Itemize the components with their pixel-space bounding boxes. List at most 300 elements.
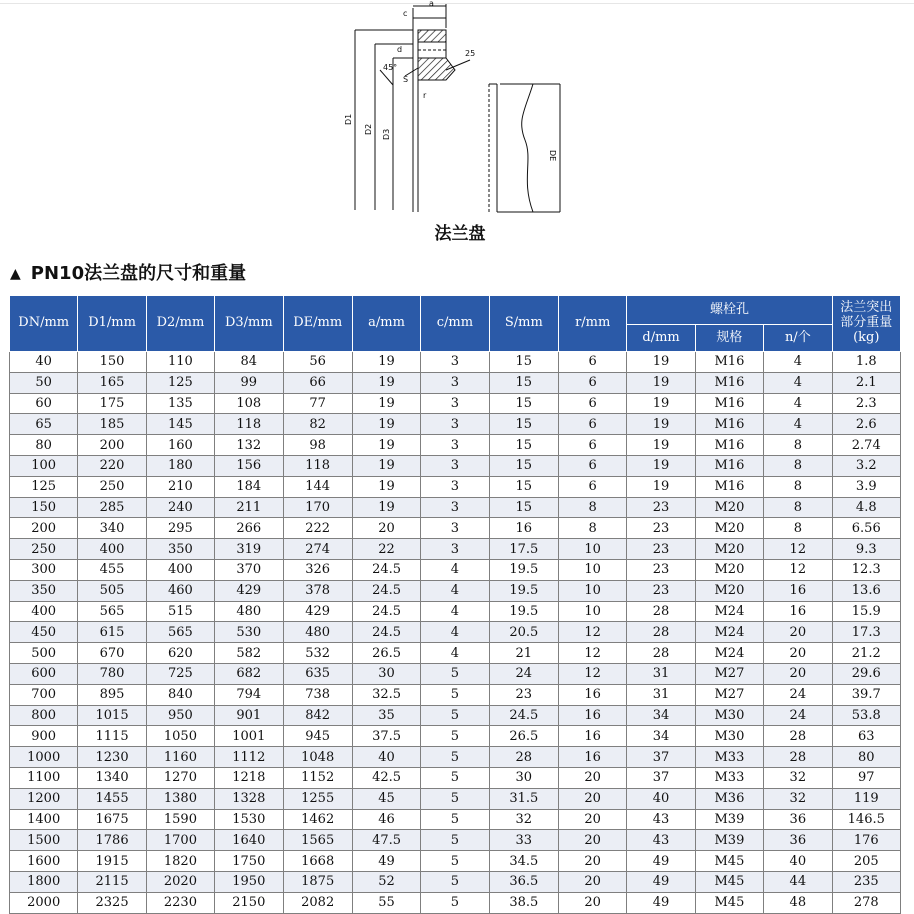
cell-a: 24.5 [352,580,420,601]
cell-weight: 17.3 [832,622,900,643]
cell-s: 20.5 [489,622,558,643]
cell-d3: 1750 [215,851,283,872]
cell-d1: 200 [78,435,146,456]
cell-d3: 1640 [215,830,283,851]
cell-d1: 455 [78,559,146,580]
cell-s: 34.5 [489,851,558,872]
cell-dn: 125 [10,476,78,497]
cell-bolt-d: 28 [627,601,695,622]
cell-a: 49 [352,851,420,872]
weight-header-line2: 部分重量 [840,315,893,331]
cell-c: 4 [421,643,489,664]
cell-bolt-spec: M16 [695,455,763,476]
cell-de: 118 [283,455,352,476]
cell-bolt-spec: M30 [695,705,763,726]
cell-a: 19 [352,393,420,414]
cell-d1: 1115 [78,726,146,747]
section-title: PN10法兰盘的尺寸和重量 [30,263,247,284]
cell-weight: 2.1 [832,372,900,393]
cell-d1: 165 [78,372,146,393]
cell-a: 47.5 [352,830,420,851]
cell-weight: 15.9 [832,601,900,622]
cell-r: 16 [559,726,627,747]
cell-dn: 1000 [10,747,78,768]
cell-d3: 2150 [215,892,283,913]
cell-dn: 700 [10,684,78,705]
cell-bolt-spec: M20 [695,559,763,580]
cell-a: 19 [352,352,420,373]
cell-dn: 1600 [10,851,78,872]
cell-s: 36.5 [489,871,558,892]
cell-d2: 295 [146,518,214,539]
cell-weight: 63 [832,726,900,747]
cell-de: 170 [283,497,352,518]
cell-bolt-d: 49 [627,871,695,892]
cell-bolt-n: 44 [764,871,832,892]
cell-dn: 1400 [10,809,78,830]
cell-a: 52 [352,871,420,892]
cell-bolt-spec: M24 [695,601,763,622]
table-row [10,643,901,664]
cell-c: 3 [421,518,489,539]
cell-bolt-n: 8 [764,518,832,539]
cell-c: 3 [421,372,489,393]
cell-bolt-d: 40 [627,788,695,809]
col-header-a: a/mm [352,296,420,352]
table-row [10,851,901,872]
col-header-d2: D2/mm [146,296,214,352]
cell-d1: 780 [78,663,146,684]
cell-de: 77 [283,393,352,414]
cell-r: 16 [559,705,627,726]
cell-a: 24.5 [352,559,420,580]
cell-bolt-d: 37 [627,747,695,768]
cell-a: 30 [352,663,420,684]
cell-de: 326 [283,559,352,580]
cell-weight: 39.7 [832,684,900,705]
cell-bolt-d: 28 [627,622,695,643]
cell-de: 274 [283,539,352,560]
cell-d3: 211 [215,497,283,518]
cell-dn: 200 [10,518,78,539]
cell-bolt-n: 28 [764,747,832,768]
table-row [10,414,901,435]
table-row [10,497,901,518]
dim-label-r: r [423,91,427,100]
cell-d3: 118 [215,414,283,435]
cell-dn: 1500 [10,830,78,851]
cell-bolt-spec: M45 [695,871,763,892]
cell-a: 19 [352,497,420,518]
cell-d1: 615 [78,622,146,643]
cell-a: 24.5 [352,622,420,643]
cell-c: 5 [421,767,489,788]
cell-d1: 1340 [78,767,146,788]
cell-bolt-d: 19 [627,435,695,456]
col-header-de: DE/mm [283,296,352,352]
cell-weight: 80 [832,747,900,768]
cell-bolt-d: 19 [627,455,695,476]
cell-d3: 1001 [215,726,283,747]
table-row [10,871,901,892]
cell-bolt-n: 32 [764,788,832,809]
cell-de: 1048 [283,747,352,768]
cell-bolt-d: 34 [627,726,695,747]
cell-bolt-d: 19 [627,476,695,497]
cell-d1: 1675 [78,809,146,830]
cell-a: 19 [352,414,420,435]
cell-c: 5 [421,830,489,851]
cell-r: 6 [559,435,627,456]
cell-bolt-spec: M27 [695,684,763,705]
flange-drawing [345,0,575,220]
cell-r: 20 [559,851,627,872]
cell-bolt-n: 28 [764,726,832,747]
cell-bolt-spec: M16 [695,476,763,497]
cell-weight: 278 [832,892,900,913]
cell-c: 3 [421,476,489,497]
cell-s: 21 [489,643,558,664]
cell-bolt-spec: M16 [695,393,763,414]
cell-bolt-n: 20 [764,622,832,643]
cell-dn: 300 [10,559,78,580]
cell-d1: 340 [78,518,146,539]
cell-d2: 840 [146,684,214,705]
cell-bolt-d: 49 [627,851,695,872]
cell-d3: 1112 [215,747,283,768]
cell-d2: 950 [146,705,214,726]
dim-label-d2: D2 [364,123,373,135]
cell-d3: 84 [215,352,283,373]
cell-r: 6 [559,455,627,476]
dim-label-de: DE [548,150,557,162]
cell-r: 10 [559,580,627,601]
cell-dn: 900 [10,726,78,747]
cell-bolt-n: 20 [764,643,832,664]
cell-weight: 176 [832,830,900,851]
cell-weight: 21.2 [832,643,900,664]
cell-bolt-d: 23 [627,559,695,580]
cell-de: 1668 [283,851,352,872]
cell-r: 10 [559,601,627,622]
cell-bolt-n: 24 [764,705,832,726]
cell-weight: 12.3 [832,559,900,580]
cell-dn: 80 [10,435,78,456]
cell-d1: 150 [78,352,146,373]
table-row [10,372,901,393]
cell-bolt-d: 31 [627,684,695,705]
cell-bolt-d: 19 [627,372,695,393]
cell-d1: 895 [78,684,146,705]
cell-bolt-n: 4 [764,414,832,435]
cell-c: 3 [421,497,489,518]
cell-d2: 350 [146,539,214,560]
col-header-d3: D3/mm [215,296,283,352]
cell-s: 15 [489,476,558,497]
cell-weight: 3.2 [832,455,900,476]
cell-d2: 620 [146,643,214,664]
cell-d2: 1270 [146,767,214,788]
cell-s: 19.5 [489,559,558,580]
cell-d2: 160 [146,435,214,456]
cell-d3: 429 [215,580,283,601]
cell-d2: 565 [146,622,214,643]
table-row [10,518,901,539]
cell-d1: 2115 [78,871,146,892]
cell-a: 19 [352,455,420,476]
cell-a: 19 [352,476,420,497]
col-header-c: c/mm [421,296,489,352]
cell-weight: 146.5 [832,809,900,830]
cell-de: 2082 [283,892,352,913]
cell-weight: 13.6 [832,580,900,601]
cell-d3: 319 [215,539,283,560]
cell-dn: 250 [10,539,78,560]
cell-d1: 1786 [78,830,146,851]
cell-bolt-n: 20 [764,663,832,684]
cell-de: 82 [283,414,352,435]
cell-bolt-d: 19 [627,352,695,373]
cell-a: 55 [352,892,420,913]
cell-dn: 1100 [10,767,78,788]
cell-de: 480 [283,622,352,643]
cell-s: 19.5 [489,580,558,601]
cell-weight: 97 [832,767,900,788]
table-row [10,455,901,476]
cell-c: 4 [421,622,489,643]
cell-d3: 1328 [215,788,283,809]
cell-bolt-n: 12 [764,539,832,560]
cell-bolt-n: 4 [764,393,832,414]
cell-d2: 210 [146,476,214,497]
cell-dn: 40 [10,352,78,373]
cell-de: 1255 [283,788,352,809]
cell-dn: 2000 [10,892,78,913]
cell-dn: 60 [10,393,78,414]
cell-bolt-spec: M39 [695,809,763,830]
cell-weight: 2.74 [832,435,900,456]
cell-weight: 2.6 [832,414,900,435]
table-row [10,767,901,788]
cell-s: 31.5 [489,788,558,809]
weight-header-line3: (kg) [853,329,880,345]
cell-s: 33 [489,830,558,851]
cell-c: 5 [421,788,489,809]
cell-d1: 670 [78,643,146,664]
cell-bolt-spec: M36 [695,788,763,809]
table-row [10,476,901,497]
cell-d3: 1218 [215,767,283,788]
cell-bolt-d: 23 [627,580,695,601]
table-row [10,830,901,851]
table-row [10,809,901,830]
cell-c: 5 [421,851,489,872]
table-row [10,559,901,580]
table-row [10,435,901,456]
cell-c: 3 [421,455,489,476]
table-row [10,788,901,809]
cell-d2: 1590 [146,809,214,830]
cell-d1: 1015 [78,705,146,726]
cell-s: 15 [489,372,558,393]
cell-bolt-spec: M20 [695,497,763,518]
cell-de: 378 [283,580,352,601]
cell-bolt-n: 12 [764,559,832,580]
col-group-bolt-holes: 螺栓孔 [627,296,832,325]
cell-s: 38.5 [489,892,558,913]
cell-r: 12 [559,643,627,664]
cell-c: 4 [421,559,489,580]
cell-s: 30 [489,767,558,788]
cell-dn: 65 [10,414,78,435]
cell-d1: 1915 [78,851,146,872]
table-row [10,705,901,726]
cell-weight: 3.9 [832,476,900,497]
cell-r: 8 [559,518,627,539]
cell-c: 3 [421,435,489,456]
cell-dn: 400 [10,601,78,622]
cell-r: 6 [559,414,627,435]
cell-a: 40 [352,747,420,768]
cell-d1: 2325 [78,892,146,913]
cell-dn: 150 [10,497,78,518]
cell-s: 19.5 [489,601,558,622]
cell-de: 144 [283,476,352,497]
cell-c: 4 [421,580,489,601]
cell-r: 20 [559,830,627,851]
cell-bolt-n: 8 [764,497,832,518]
col-header-s: S/mm [489,296,558,352]
table-row [10,684,901,705]
table-row [10,352,901,373]
dim-label-a: a [429,0,434,8]
cell-a: 26.5 [352,643,420,664]
table-row [10,580,901,601]
cell-bolt-n: 8 [764,476,832,497]
cell-bolt-d: 43 [627,809,695,830]
cell-de: 222 [283,518,352,539]
cell-c: 5 [421,871,489,892]
cell-c: 5 [421,747,489,768]
cell-bolt-d: 43 [627,830,695,851]
cell-bolt-n: 4 [764,352,832,373]
cell-de: 532 [283,643,352,664]
cell-dn: 100 [10,455,78,476]
cell-dn: 50 [10,372,78,393]
cell-d2: 460 [146,580,214,601]
cell-r: 16 [559,747,627,768]
cell-a: 19 [352,372,420,393]
cell-weight: 29.6 [832,663,900,684]
cell-s: 32 [489,809,558,830]
flange-table [9,295,901,914]
cell-bolt-d: 31 [627,663,695,684]
cell-bolt-d: 23 [627,518,695,539]
cell-d2: 1050 [146,726,214,747]
table-row [10,726,901,747]
cell-bolt-n: 16 [764,580,832,601]
cell-de: 98 [283,435,352,456]
cell-d2: 135 [146,393,214,414]
table-row [10,539,901,560]
triangle-icon: ▲ [10,266,21,282]
cell-weight: 235 [832,871,900,892]
header-row [10,296,901,325]
cell-dn: 600 [10,663,78,684]
cell-d2: 145 [146,414,214,435]
cell-d2: 110 [146,352,214,373]
dim-label-d3: D3 [382,128,391,140]
cell-s: 26.5 [489,726,558,747]
cell-de: 635 [283,663,352,684]
cell-a: 32.5 [352,684,420,705]
cell-bolt-spec: M33 [695,747,763,768]
cell-bolt-d: 34 [627,705,695,726]
cell-s: 17.5 [489,539,558,560]
cell-c: 3 [421,414,489,435]
cell-bolt-spec: M16 [695,352,763,373]
cell-bolt-n: 4 [764,372,832,393]
cell-de: 56 [283,352,352,373]
cell-bolt-spec: M45 [695,892,763,913]
cell-dn: 500 [10,643,78,664]
cell-d2: 1700 [146,830,214,851]
cell-d1: 250 [78,476,146,497]
weight-header-line1: 法兰突出 [840,300,893,316]
cell-bolt-n: 48 [764,892,832,913]
cell-a: 46 [352,809,420,830]
flange-profile [355,4,560,212]
cell-d1: 185 [78,414,146,435]
cell-a: 19 [352,435,420,456]
cell-d3: 901 [215,705,283,726]
cell-a: 35 [352,705,420,726]
dim-label-d: d [397,45,403,54]
cell-d2: 2020 [146,871,214,892]
cell-c: 3 [421,539,489,560]
cell-r: 12 [559,622,627,643]
cell-bolt-d: 37 [627,767,695,788]
cell-d2: 180 [146,455,214,476]
cell-d2: 125 [146,372,214,393]
cell-bolt-n: 24 [764,684,832,705]
cell-r: 20 [559,892,627,913]
cell-bolt-n: 36 [764,830,832,851]
cell-a: 22 [352,539,420,560]
cell-c: 4 [421,601,489,622]
table-row [10,663,901,684]
cell-d2: 1380 [146,788,214,809]
cell-s: 16 [489,518,558,539]
cell-c: 3 [421,352,489,373]
cell-weight: 9.3 [832,539,900,560]
table-body [10,352,901,914]
cell-c: 5 [421,726,489,747]
table-row [10,393,901,414]
cell-d1: 400 [78,539,146,560]
cell-de: 1565 [283,830,352,851]
cell-weight: 2.3 [832,393,900,414]
cell-bolt-n: 36 [764,809,832,830]
cell-de: 66 [283,372,352,393]
cell-a: 45 [352,788,420,809]
cell-d1: 505 [78,580,146,601]
cell-dn: 1200 [10,788,78,809]
cell-de: 842 [283,705,352,726]
cell-bolt-spec: M16 [695,414,763,435]
cell-d3: 682 [215,663,283,684]
cell-s: 23 [489,684,558,705]
